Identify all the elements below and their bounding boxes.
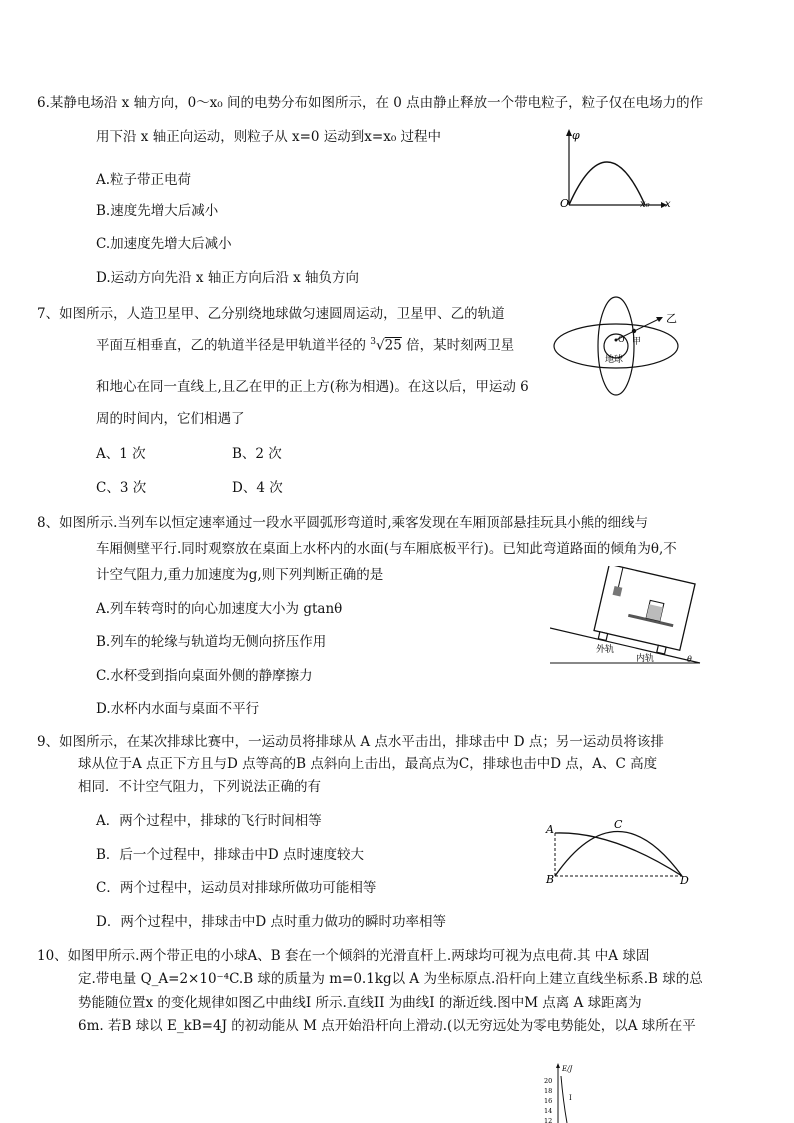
q6-option-c: C.加速度先增大后减小 <box>96 236 232 252</box>
q8-stem-line2: 车厢侧壁平行.同时观察放在桌面上水杯内的水面(与车厢底板平行)。已知此弯道路面的倾角为θ,不 <box>96 541 677 557</box>
q6-option-d: D.运动方向先沿 x 轴正方向后沿 x 轴负方向 <box>96 270 360 286</box>
q6-potential-graph <box>555 125 675 211</box>
q8-option-d: D.水杯内水面与桌面不平行 <box>96 701 260 717</box>
q7-option-a: A、1 次 <box>96 446 146 462</box>
q7-option-c: C、3 次 <box>96 480 147 496</box>
q9-stem-line2: 球从位于A 点正下方且与D 点等高的B 点斜向上击出，最高点为C，排球也击中D 点，A、C 高度 <box>78 756 658 772</box>
q7-stem-line2-text: 平面互相垂直，乙的轨道半径是甲轨道半径的 <box>96 337 366 354</box>
q6-potential-curve <box>569 162 645 205</box>
q7-root-value: 25 <box>384 337 402 354</box>
q7-option-b: B、2 次 <box>232 446 282 462</box>
q8-stem-line1: 8、如图所示.当列车以恒定速率通过一段水平圆弧形弯道时,乘客发现在车厢顶部悬挂玩具小熊的细线与 <box>37 515 649 531</box>
q6-axis-phi: φ <box>572 129 580 142</box>
q7-label-jia: 甲 <box>632 337 642 347</box>
q9-option-b: B．后一个过程中，排球击中D 点时速度较大 <box>96 847 365 863</box>
q7-option-d: D、4 次 <box>232 480 283 496</box>
q8-carriage <box>594 566 695 650</box>
q7-label-center: O <box>618 335 625 344</box>
q7-stem-line1: 7、如图所示，人造卫星甲、乙分别绕地球做匀速圆周运动，卫星甲、乙的轨道 <box>37 306 505 322</box>
q6-stem-line1: 6.某静电场沿 x 轴方向，0～x₀ 间的电势分布如图所示，在 0 点由静止释放一个带电粒子，粒子仅在电场力的作 <box>37 95 704 111</box>
q10-energy-graph <box>540 1060 590 1123</box>
q10-tick-16: 16 <box>544 1097 553 1105</box>
q10-tick-12: 12 <box>544 1117 553 1123</box>
q9-stem-line1: 9、如图所示，在某次排球比赛中，一运动员将排球从 A 点水平击出，排球击中 D 点；另一运动员将该排 <box>37 734 664 750</box>
q10-stem-line3: 势能随位置x 的变化规律如图乙中曲线I 所示.直线II 为曲线I 的渐近线.图中M 点离 A 球距离为 <box>78 995 642 1011</box>
q8-label-angle: θ <box>687 655 692 664</box>
q7-root-symbol: √ <box>376 337 385 354</box>
q8-option-c: C.水杯受到指向桌面外侧的静摩擦力 <box>96 668 313 684</box>
q7-stem-line2-tail: 倍，某时刻两卫星 <box>406 337 515 354</box>
q9-option-a: A．两个过程中，排球的飞行时间相等 <box>96 813 322 829</box>
q10-stem-line1: 10、如图甲所示.两个带正电的小球A、B 套在一个倾斜的光滑直杆上.两球均可视为点电荷.其 中A 球固 <box>37 948 650 964</box>
q9-trajectory-figure <box>542 815 692 887</box>
q10-y-label: E/J <box>562 1065 573 1073</box>
q10-tick-14: 14 <box>544 1107 553 1115</box>
q8-label-outer-rail: 外轨 <box>596 645 615 655</box>
q7-label-earth: 地球 <box>605 355 624 365</box>
q9-stem-line3: 相同．不计空气阻力，下列说法正确的有 <box>78 779 321 795</box>
q7-stem-line4: 周的时间内，它们相遇了 <box>96 411 245 427</box>
q6-x0-label: x₀ <box>640 199 650 210</box>
q7-orbit-figure <box>553 294 687 398</box>
q10-curve-label: I <box>569 1094 572 1102</box>
q9-option-c: C．两个过程中，运动员对排球所做功可能相等 <box>96 880 377 896</box>
q9-option-d: D．两个过程中，排球击中D 点时重力做功的瞬时功率相等 <box>96 914 446 930</box>
q10-stem-line4: 6m. 若B 球以 E_kB=4J 的初动能从 M 点开始沿杆向上滑动.(以无穷远处为零电势能处，以A 球所在平 <box>78 1018 696 1034</box>
q7-root-index: 3 <box>370 337 377 347</box>
q6-stem-line2: 用下沿 x 轴正向运动，则粒子从 x=0 运动到x=x₀ 过程中 <box>96 129 442 145</box>
q8-option-a: A.列车转弯时的向心加速度大小为 gtanθ <box>96 601 343 617</box>
q9-path-b-to-d <box>555 832 682 877</box>
q8-option-b: B.列车的轮缘与轨道均无侧向挤压作用 <box>96 634 327 650</box>
q7-stem-line3: 和地心在同一直线上,且乙在甲的正上方(称为相遇)。在这以后，甲运动 6 <box>96 379 529 395</box>
q10-curve-i <box>561 1076 567 1123</box>
q9-label-a: A <box>546 823 554 836</box>
q8-label-inner-rail: 内轨 <box>636 654 655 664</box>
q9-label-d: D <box>680 874 689 887</box>
q7-label-yi: 乙 <box>666 312 677 325</box>
q8-train-figure <box>550 566 702 668</box>
q10-tick-18: 18 <box>544 1087 553 1095</box>
q6-option-b: B.速度先增大后减小 <box>96 203 219 219</box>
q9-label-b: B <box>546 873 555 886</box>
q9-label-c: C <box>614 818 623 831</box>
q10-stem-line2: 定.带电量 Q_A=2×10⁻⁴C.B 球的质量为 m=0.1kg以 A 为坐标原点.沿杆向上建立直线坐标系.B 球的总 <box>78 971 703 987</box>
q7-stem-line2 <box>96 333 514 355</box>
q6-origin-label: O <box>560 197 570 210</box>
q6-x-axis-label: x <box>665 199 671 210</box>
q8-stem-line3: 计空气阻力,重力加速度为g,则下列判断正确的是 <box>96 567 384 583</box>
q6-option-a: A.粒子带正电荷 <box>96 172 192 188</box>
q10-tick-20: 20 <box>544 1077 553 1085</box>
